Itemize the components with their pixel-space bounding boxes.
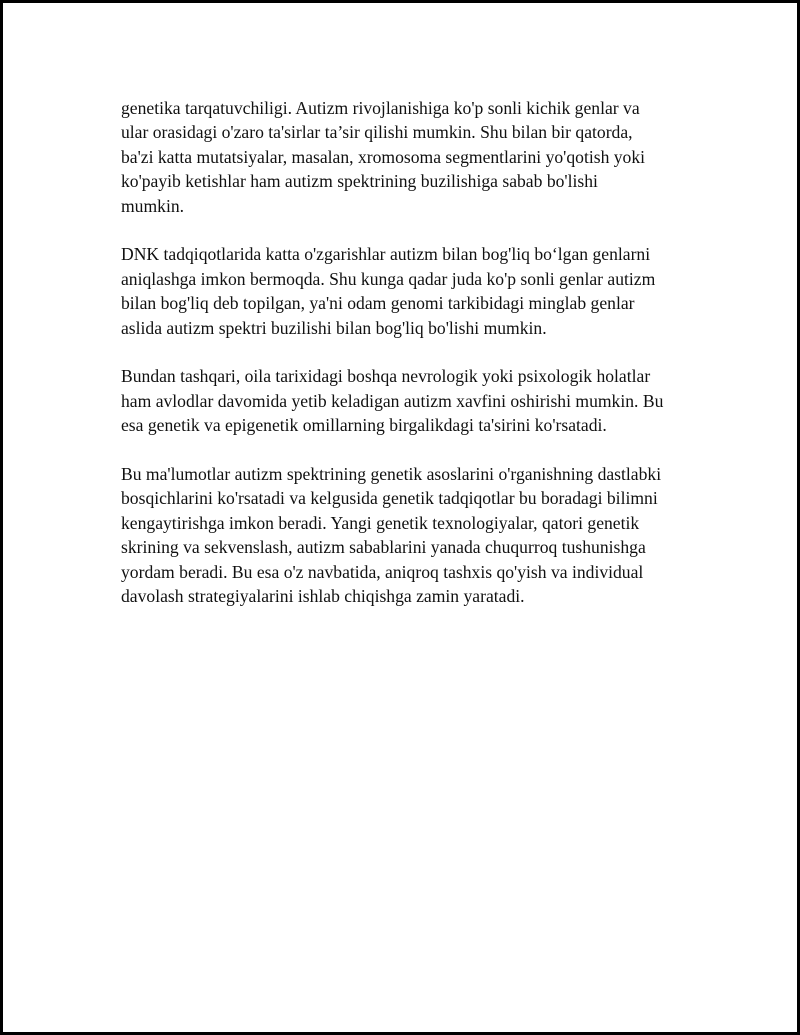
paragraph-1: genetika tarqatuvchiligi. Autizm rivojlanishiga ko'p sonli kichik genlar va ular orasidagi o'zaro ta'sirlar ta’sir qilishi mumkin. Shu bilan bir qatorda, ba'zi katta mutatsiyalar, masalan, xromosoma segmentlarini yo'qotish yoki ko'payib ketishlar ham autizm spektrining buzilishiga sabab bo'lishi mumkin. bbox=[121, 98, 646, 216]
paragraph-4: Bu ma'lumotlar autizm spektrining genetik asoslarini o'rganishning dastlabki bosqichlarini ko'rsatadi va kelgusida genetik tadqiqotlar bu boradagi bilimni kengaytirishga imkon beradi. Yangi genetik texnologiyalar, qatori genetik skrining va sekvenslash, autizm sabablarini yanada chuqurroq tushunishga yordam beradi. Bu esa o'z navbatida, aniqroq tashxis qo'yish va individual davolash strategiyalarini ishlab chiqishga zamin yaratadi. bbox=[121, 464, 662, 607]
paragraph-2: DNK tadqiqotlarida katta o'zgarishlar autizm bilan bog'liq bo‘lgan genlarni aniqlashga imkon bermoqda. Shu kunga qadar juda ko'p sonli genlar autizm bilan bog'liq deb topilgan, ya'ni odam genomi tarkibidagi minglab genlar aslida autizm spektri buzilishi bilan bog'liq bo'lishi mumkin. bbox=[121, 244, 656, 338]
document-body bbox=[121, 96, 691, 633]
paragraph-3: Bundan tashqari, oila tarixidagi boshqa nevrologik yoki psixologik holatlar ham avlodlar davomida yetib keladigan autizm xavfini oshirishi mumkin. Bu esa genetik va epigenetik omillarning birgalikdagi ta'sirini ko'rsatadi. bbox=[121, 366, 664, 436]
